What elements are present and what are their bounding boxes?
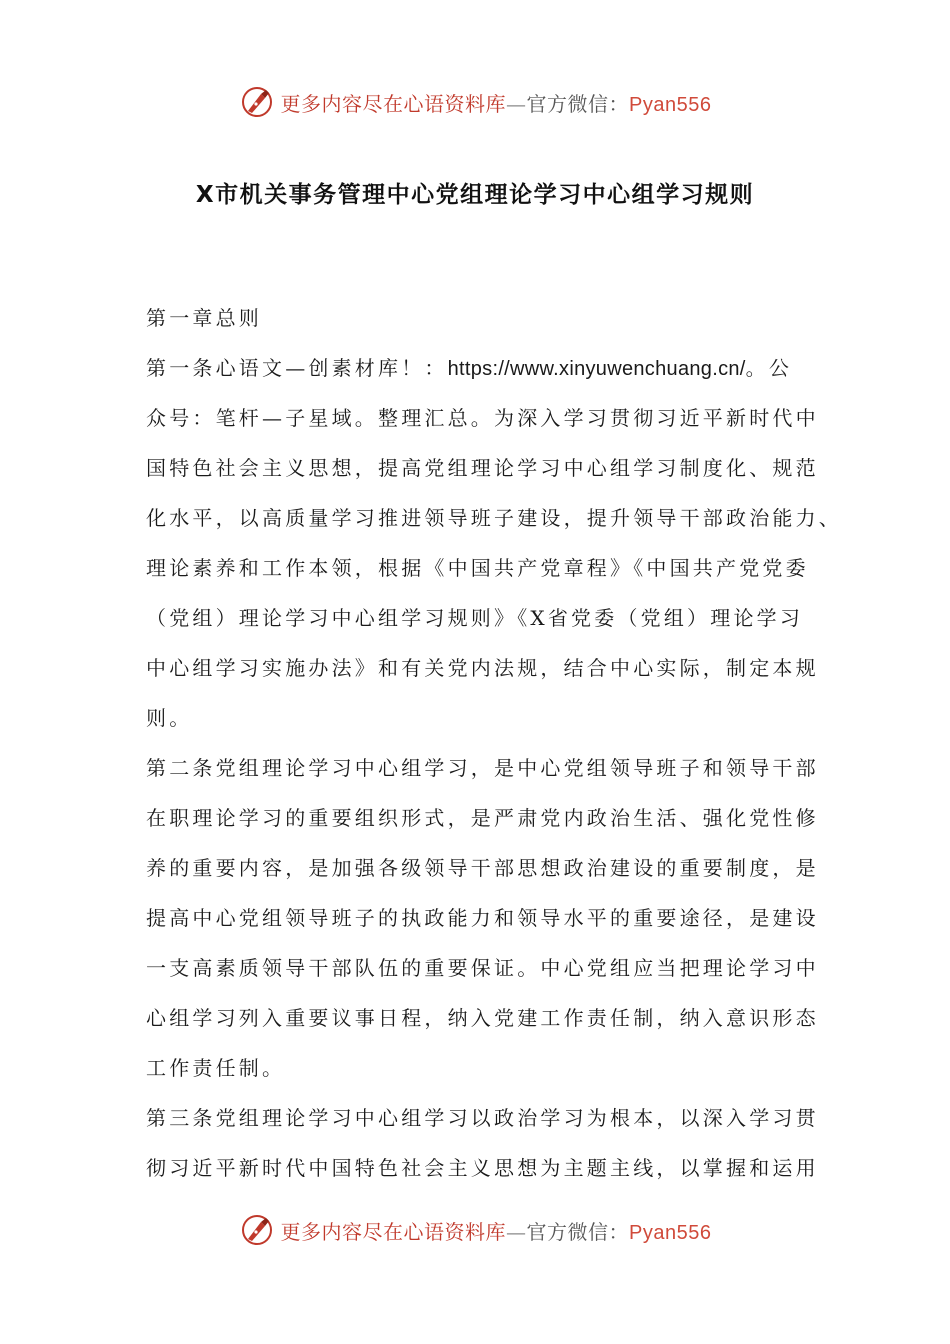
watermark-brand: 更多内容尽在心语资料库 — [280, 91, 507, 116]
body-line: 在职理论学习的重要组织形式，是严肃党内政治生活、强化党性修 — [146, 806, 819, 830]
line-text: 第一条心语文—创素材库！： — [146, 356, 448, 380]
body-line: 则。 — [146, 706, 193, 730]
body-line: 工作责任制。 — [146, 1056, 286, 1080]
body-line: 第三条党组理论学习中心组学习以政治学习为根本，以深入学习贯 — [146, 1106, 819, 1130]
watermark-separator: — — [506, 1219, 527, 1244]
body-line: 第二条党组理论学习中心组学习，是中心党组领导班子和领导干部 — [146, 756, 819, 780]
body-line: 心组学习列入重要议事日程，纳入党建工作责任制，纳入意识形态 — [146, 1006, 819, 1030]
chapter-heading: 第一章总则 — [146, 306, 262, 330]
watermark-banner-top — [0, 80, 950, 124]
watermark-label: 官方微信： — [526, 1219, 630, 1244]
watermark-text — [281, 88, 712, 117]
body-line: 养的重要内容，是加强各级领导干部思想政治建设的重要制度，是 — [146, 856, 819, 880]
document-body — [146, 296, 842, 1196]
watermark-banner-bottom — [0, 1208, 950, 1252]
watermark-label: 官方微信： — [526, 91, 630, 116]
watermark-content — [239, 84, 712, 120]
body-line: 国特色社会主义思想，提高党组理论学习中心组学习制度化、规范 — [146, 456, 819, 480]
body-line: 理论素养和工作本领，根据《中国共产党章程》《中国共产党党委 — [146, 556, 809, 580]
watermark-separator: — — [506, 91, 527, 116]
watermark-text — [281, 1216, 712, 1245]
line-tail: 。公 — [745, 356, 793, 380]
watermark-wechat-id: Pyan556 — [629, 93, 712, 116]
body-line: （党组）理论学习中心组学习规则》《X省党委（党组）理论学习 — [146, 606, 804, 630]
body-line: 化水平，以高质量学习推进领导班子建设，提升领导干部政治能力、 — [146, 506, 842, 530]
source-url: https://www.xinyuwenchuang.cn/ — [447, 358, 746, 380]
body-line: 一支高素质领导干部队伍的重要保证。中心党组应当把理论学习中 — [146, 956, 819, 980]
body-line — [146, 346, 816, 396]
pen-nib-circle-icon — [239, 1212, 275, 1248]
watermark-brand: 更多内容尽在心语资料库 — [280, 1219, 507, 1244]
body-line: 彻习近平新时代中国特色社会主义思想为主题主线，以掌握和运用 — [146, 1156, 819, 1180]
body-line: 众号：笔杆—子星域。整理汇总。为深入学习贯彻习近平新时代中 — [146, 406, 819, 430]
pen-nib-circle-icon — [239, 84, 275, 120]
watermark-content — [239, 1212, 712, 1248]
watermark-wechat-id: Pyan556 — [629, 1221, 712, 1244]
body-line: 中心组学习实施办法》和有关党内法规，结合中心实际，制定本规 — [146, 656, 819, 680]
document-title: X市机关事务管理中心党组理论学习中心组学习规则 — [195, 182, 755, 208]
body-line: 提高中心党组领导班子的执政能力和领导水平的重要途径，是建设 — [146, 906, 819, 930]
